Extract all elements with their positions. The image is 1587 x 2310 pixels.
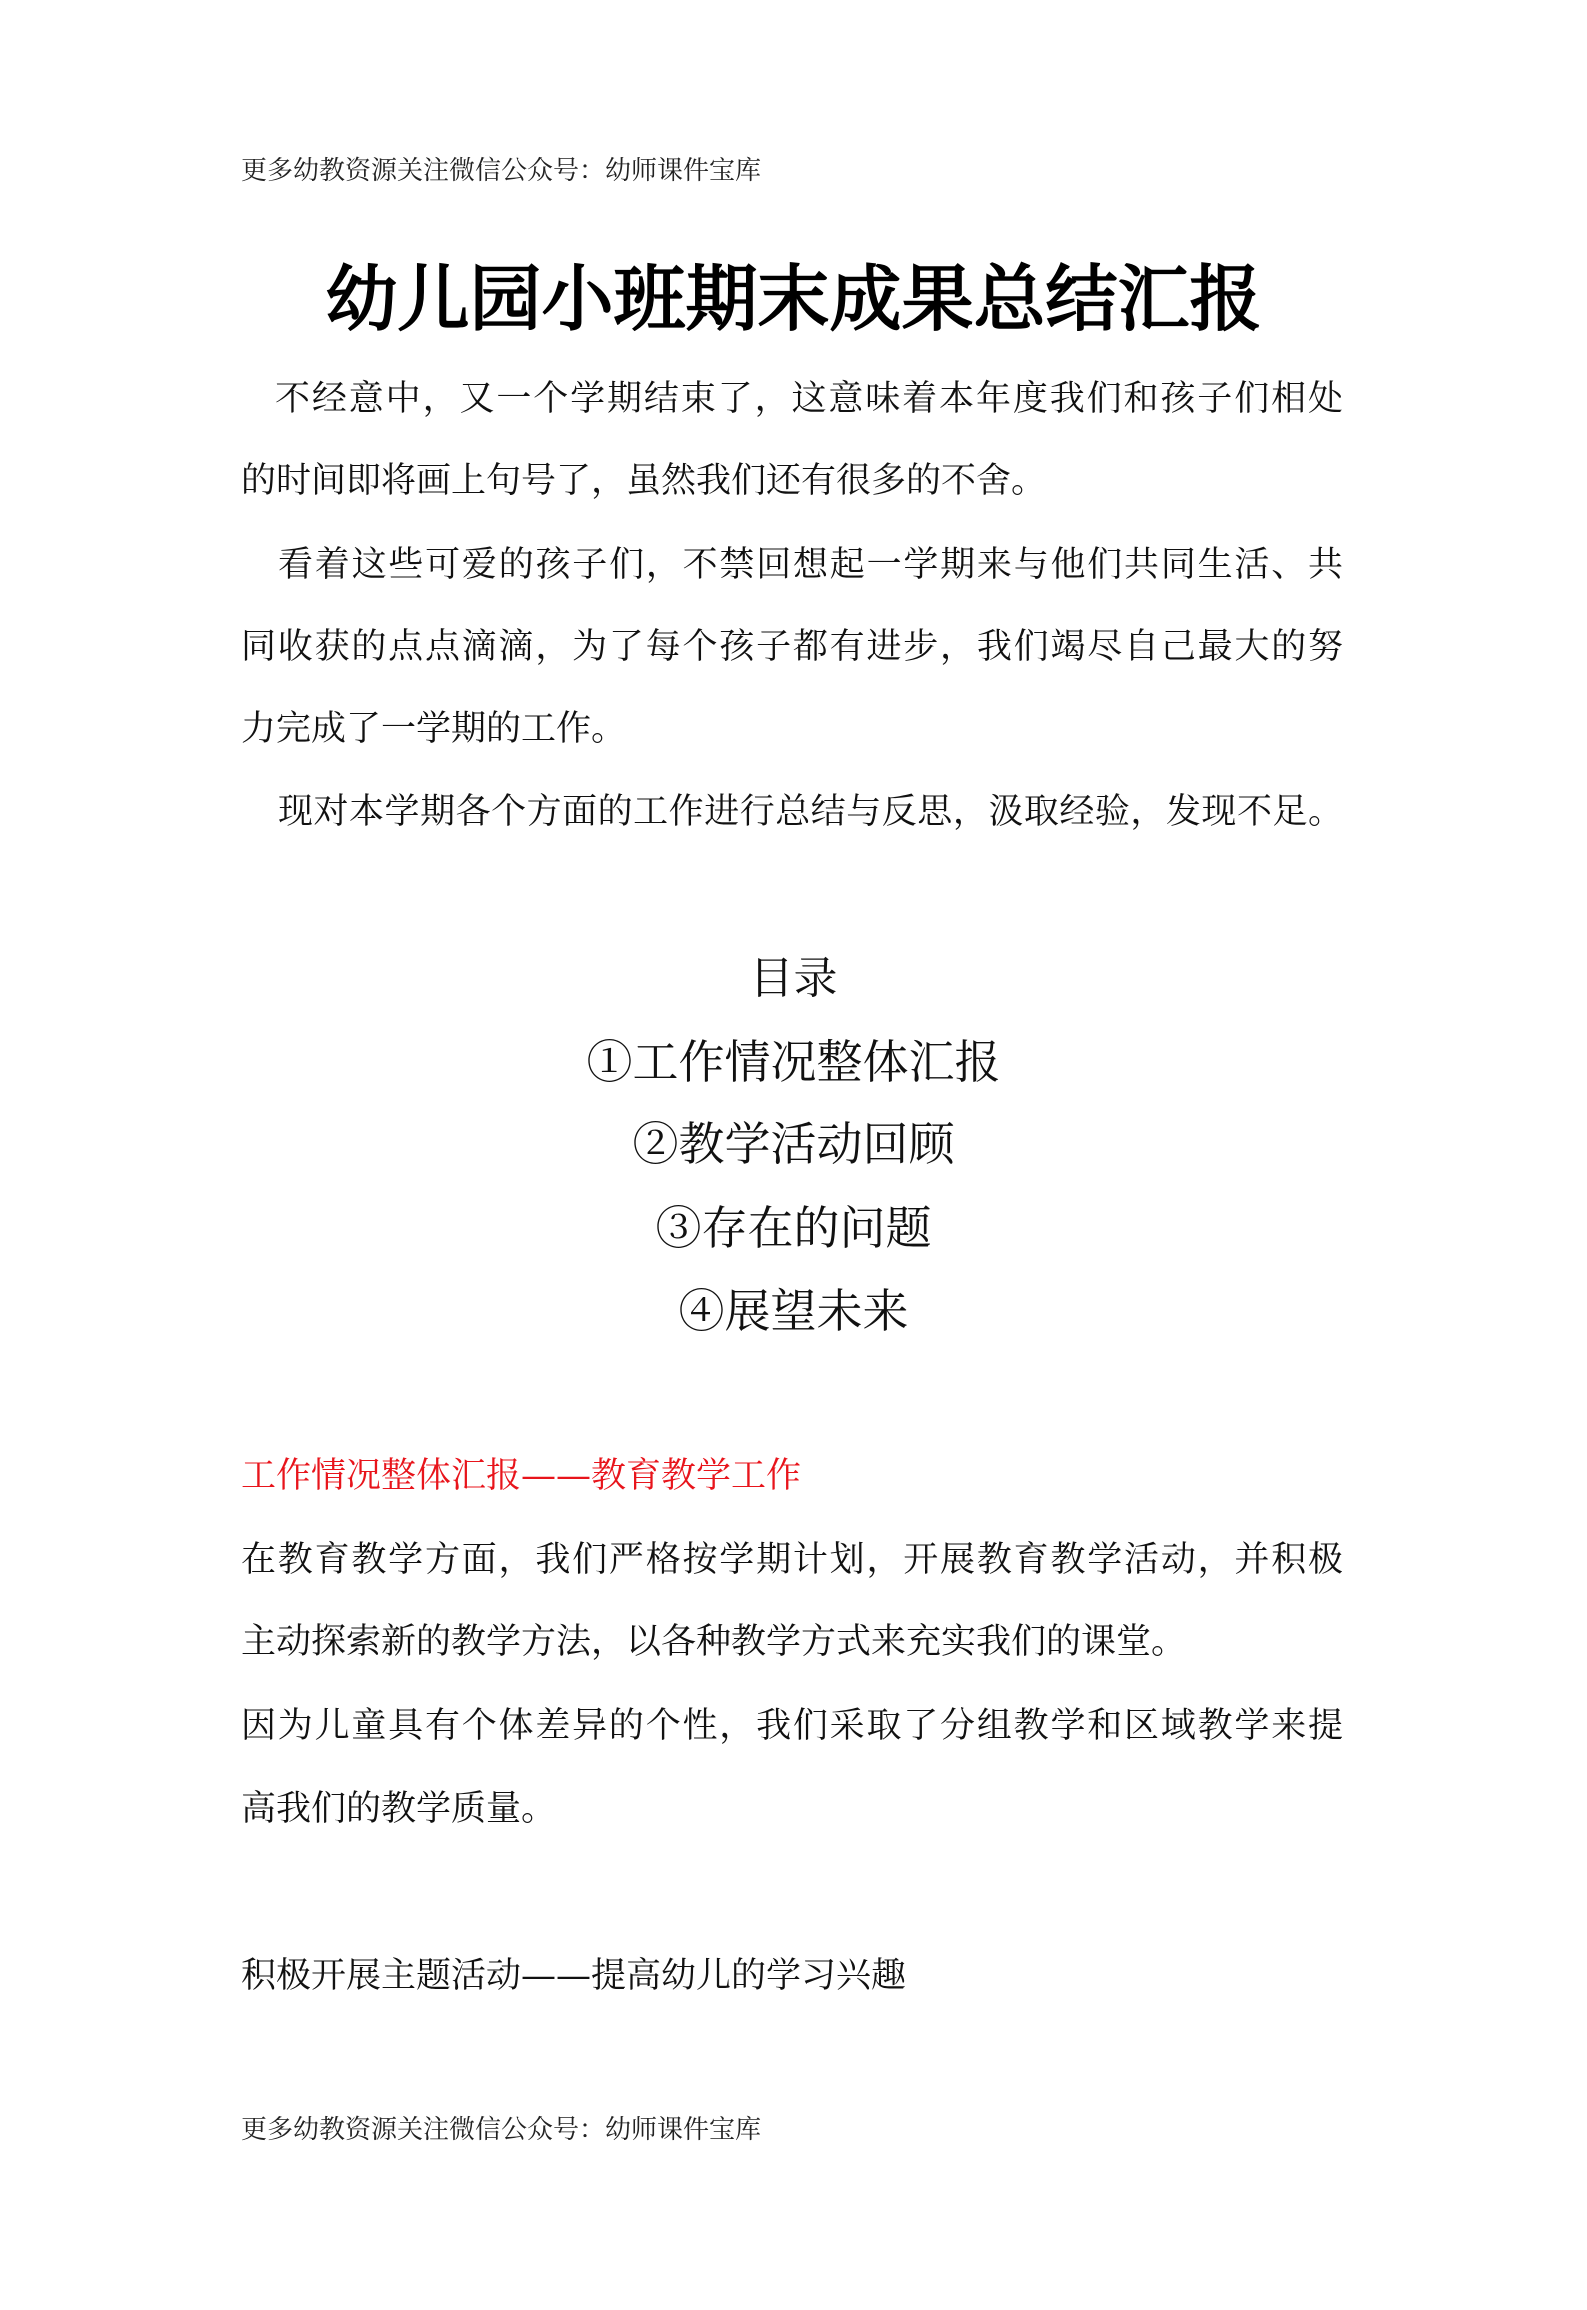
section-heading: 积极开展主题活动——提高幼儿的学习兴趣 xyxy=(241,1956,907,1996)
toc-title: 目录 xyxy=(749,953,838,1004)
section-line: 主动探索新的教学方法，以各种教学方式来充实我们的课堂。 xyxy=(241,1622,1187,1662)
toc-item: ②教学活动回顾 xyxy=(632,1117,955,1171)
section-heading-red: 工作情况整体汇报——教育教学工作 xyxy=(241,1456,802,1496)
intro-line: 现对本学期各个方面的工作进行总结与反思，汲取经验，发现不足。 xyxy=(278,792,1343,832)
intro-line: 的时间即将画上句号了，虽然我们还有很多的不舍。 xyxy=(241,461,1047,501)
section-line: 高我们的教学质量。 xyxy=(241,1789,557,1829)
intro-line: 力完成了一学期的工作。 xyxy=(241,709,627,749)
footer-note: 更多幼教资源关注微信公众号：幼师课件宝库 xyxy=(241,2115,762,2145)
header-note: 更多幼教资源关注微信公众号：幼师课件宝库 xyxy=(241,156,762,186)
intro-line: 同收获的点点滴滴，为了每个孩子都有进步，我们竭尽自己最大的努 xyxy=(241,627,1343,667)
toc-item: ④展望未来 xyxy=(678,1284,909,1338)
page-title: 幼儿园小班期末成果总结汇报 xyxy=(325,257,1262,341)
intro-line: 看着这些可爱的孩子们，不禁回想起一学期来与他们共同生活、共 xyxy=(278,545,1343,585)
toc-item: ③存在的问题 xyxy=(655,1201,932,1255)
toc-item: ①工作情况整体汇报 xyxy=(586,1035,1001,1089)
section-line: 因为儿童具有个体差异的个性，我们采取了分组教学和区域教学来提 xyxy=(241,1706,1343,1746)
intro-line: 不经意中，又一个学期结束了，这意味着本年度我们和孩子们相处 xyxy=(275,379,1343,419)
section-line: 在教育教学方面，我们严格按学期计划，开展教育教学活动，并积极 xyxy=(241,1540,1343,1580)
